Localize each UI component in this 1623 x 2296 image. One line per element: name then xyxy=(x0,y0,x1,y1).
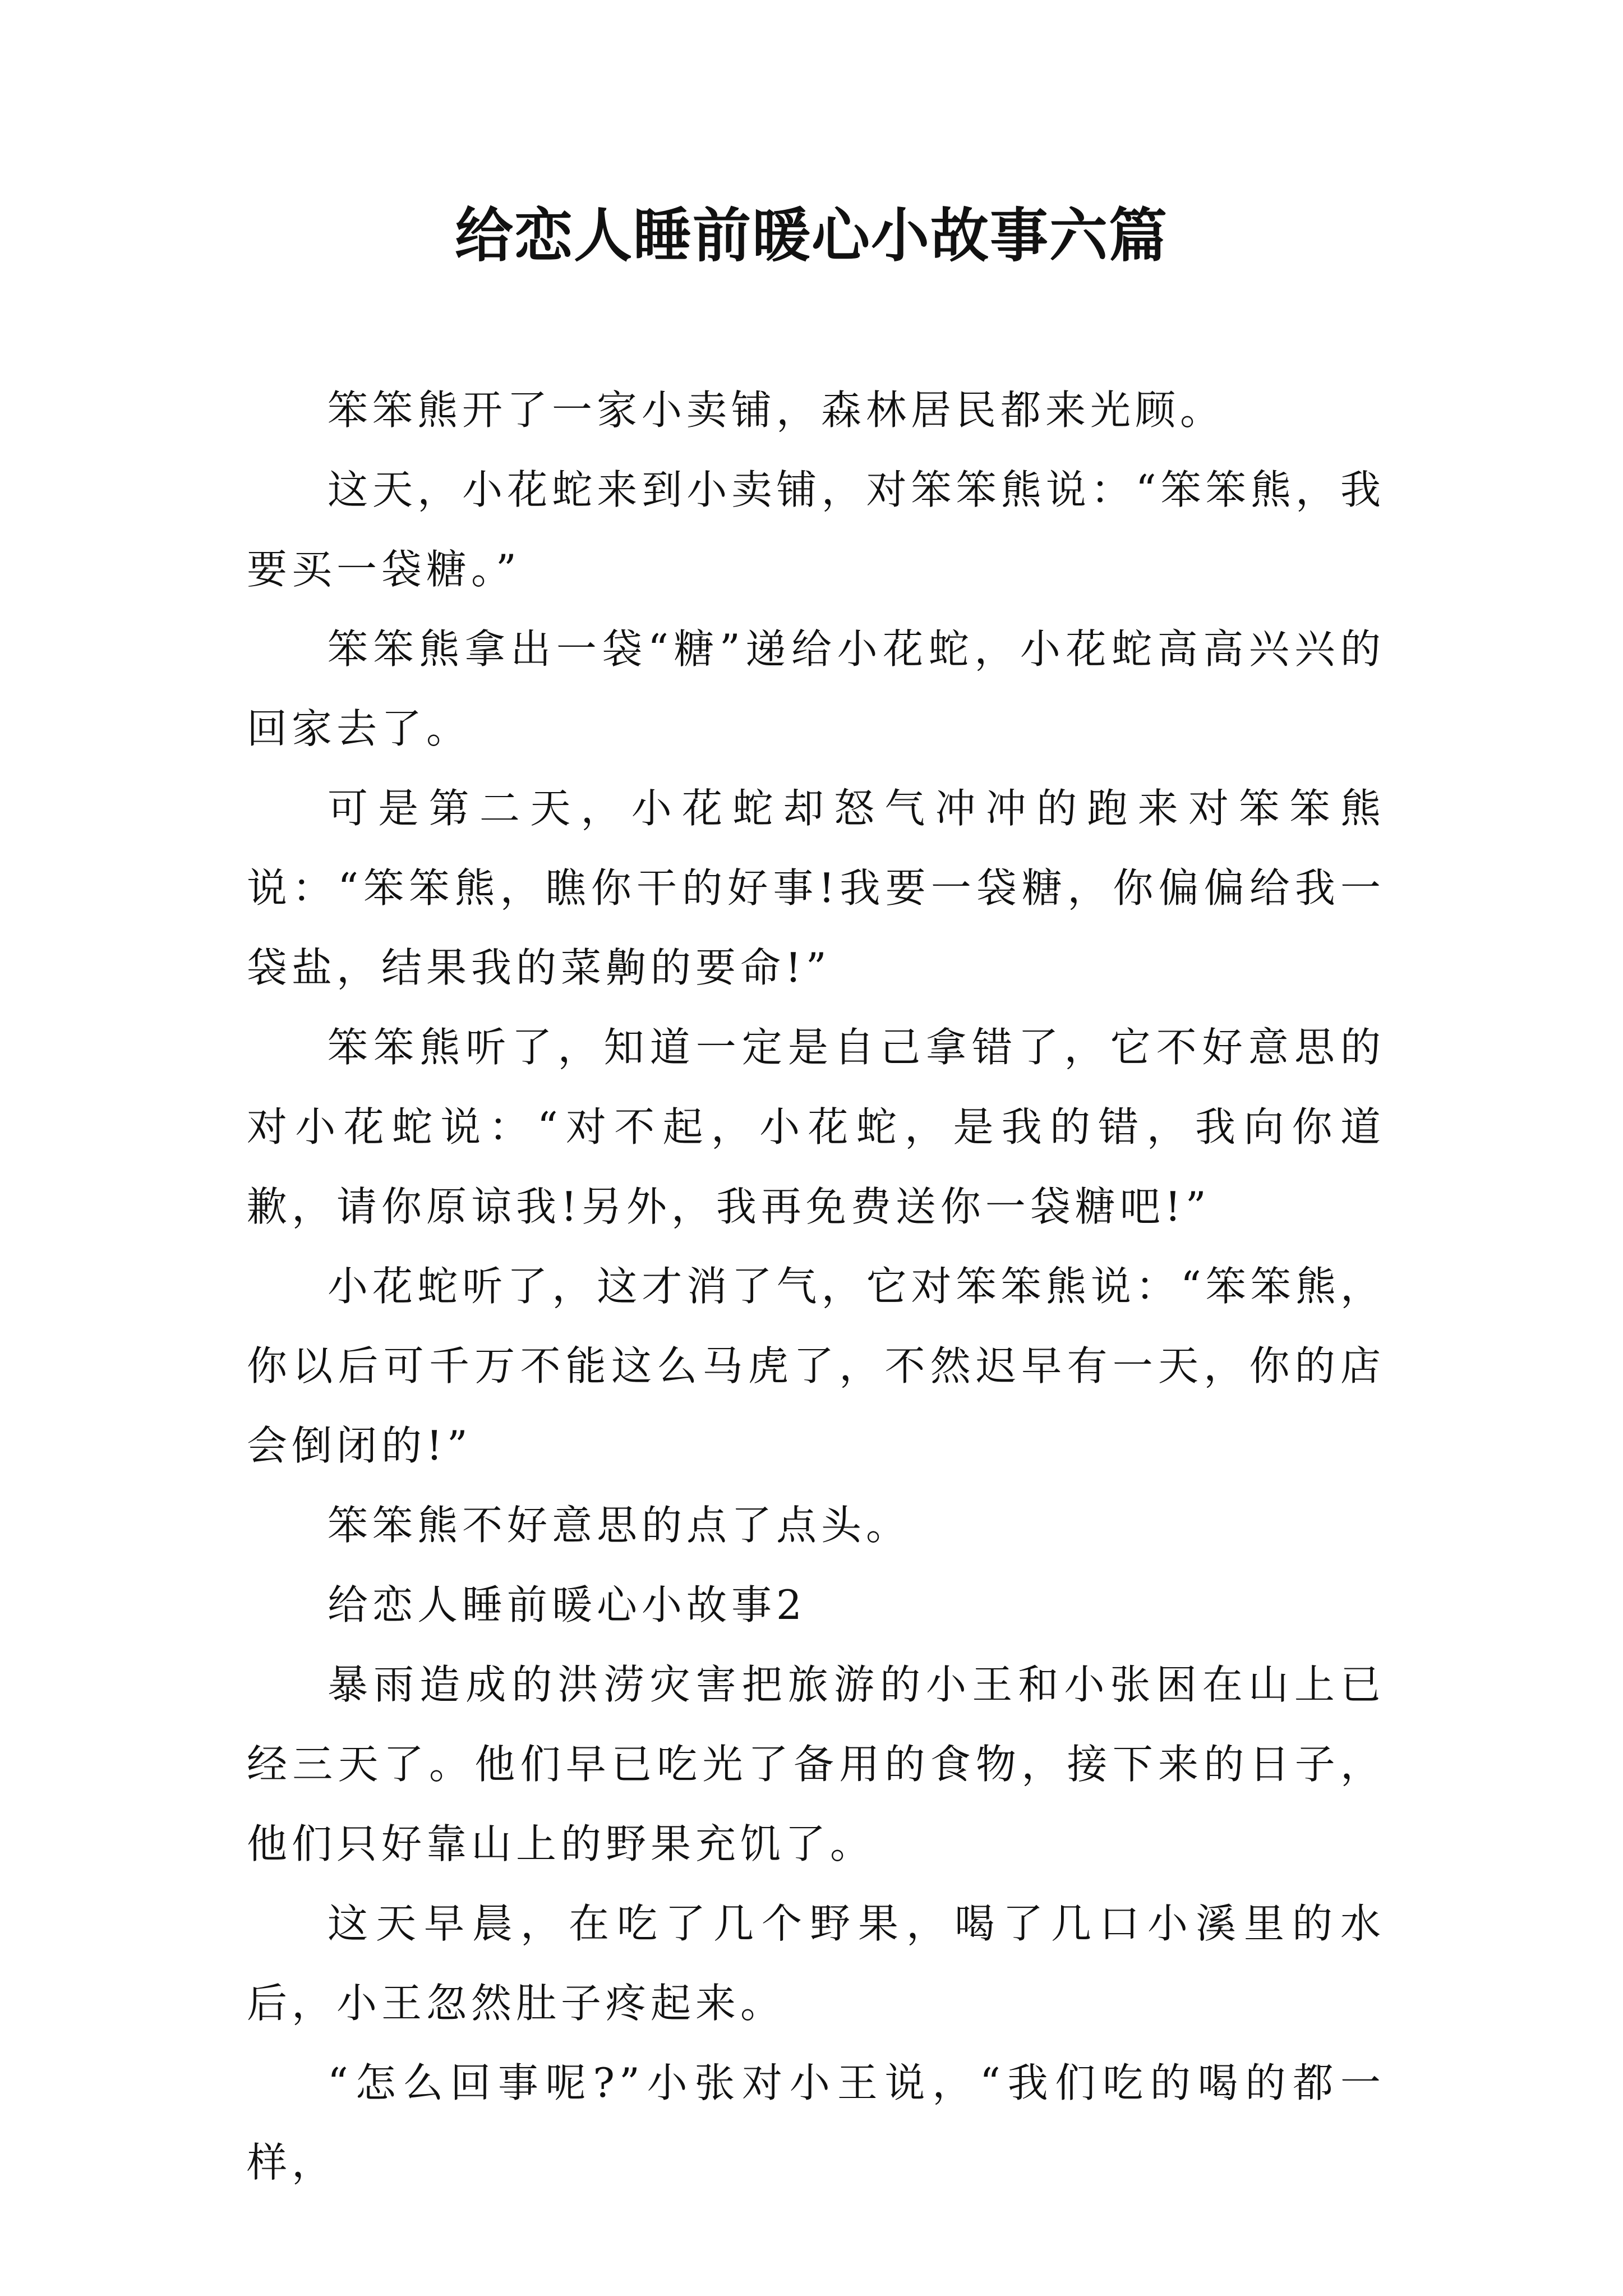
page-title: 给恋人睡前暖心小故事六篇 xyxy=(454,201,1168,270)
paragraph: 笨笨熊开了一家小卖铺，森林居民都来光顾。 xyxy=(328,386,1225,434)
paragraph: 小花蛇听了，这才消了气，它对笨笨熊说：“笨笨熊，你以后可千万不能这么马虎了，不然迟早有一天，你的店会倒闭的!” xyxy=(247,1263,1385,1469)
section-heading: 给恋人睡前暖心小故事2 xyxy=(328,1581,806,1628)
paragraph: 可是第二天，小花蛇却怒气冲冲的跑来对笨笨熊说：“笨笨熊，瞧你干的好事!我要一袋糖，你偏偏给我一袋盐，结果我的菜齁的要命!” xyxy=(247,785,1385,991)
paragraph: 暴雨造成的洪涝灾害把旅游的小王和小张困在山上已经三天了。他们早已吃光了备用的食物，接下来的日子，他们只好靠山上的野果充饥了。 xyxy=(247,1661,1385,1867)
paragraph: 笨笨熊不好意思的点了点头。 xyxy=(328,1502,911,1549)
paragraph: “怎么回事呢?”小张对小王说，“我们吃的喝的都一样， xyxy=(247,2059,1385,2186)
document-body xyxy=(247,370,1385,2202)
paragraph: 笨笨熊拿出一袋“糖”递给小花蛇，小花蛇高高兴兴的回家去了。 xyxy=(247,625,1385,752)
paragraph: 这天早晨，在吃了几个野果，喝了几口小溪里的水后，小王忽然肚子疼起来。 xyxy=(247,1900,1385,2027)
paragraph: 笨笨熊听了，知道一定是自己拿错了，它不好意思的对小花蛇说：“对不起，小花蛇，是我的错，我向你道歉，请你原谅我!另外，我再免费送你一袋糖吧!” xyxy=(247,1024,1385,1230)
paragraph: 这天，小花蛇来到小卖铺，对笨笨熊说：“笨笨熊，我要买一袋糖。” xyxy=(247,466,1385,593)
